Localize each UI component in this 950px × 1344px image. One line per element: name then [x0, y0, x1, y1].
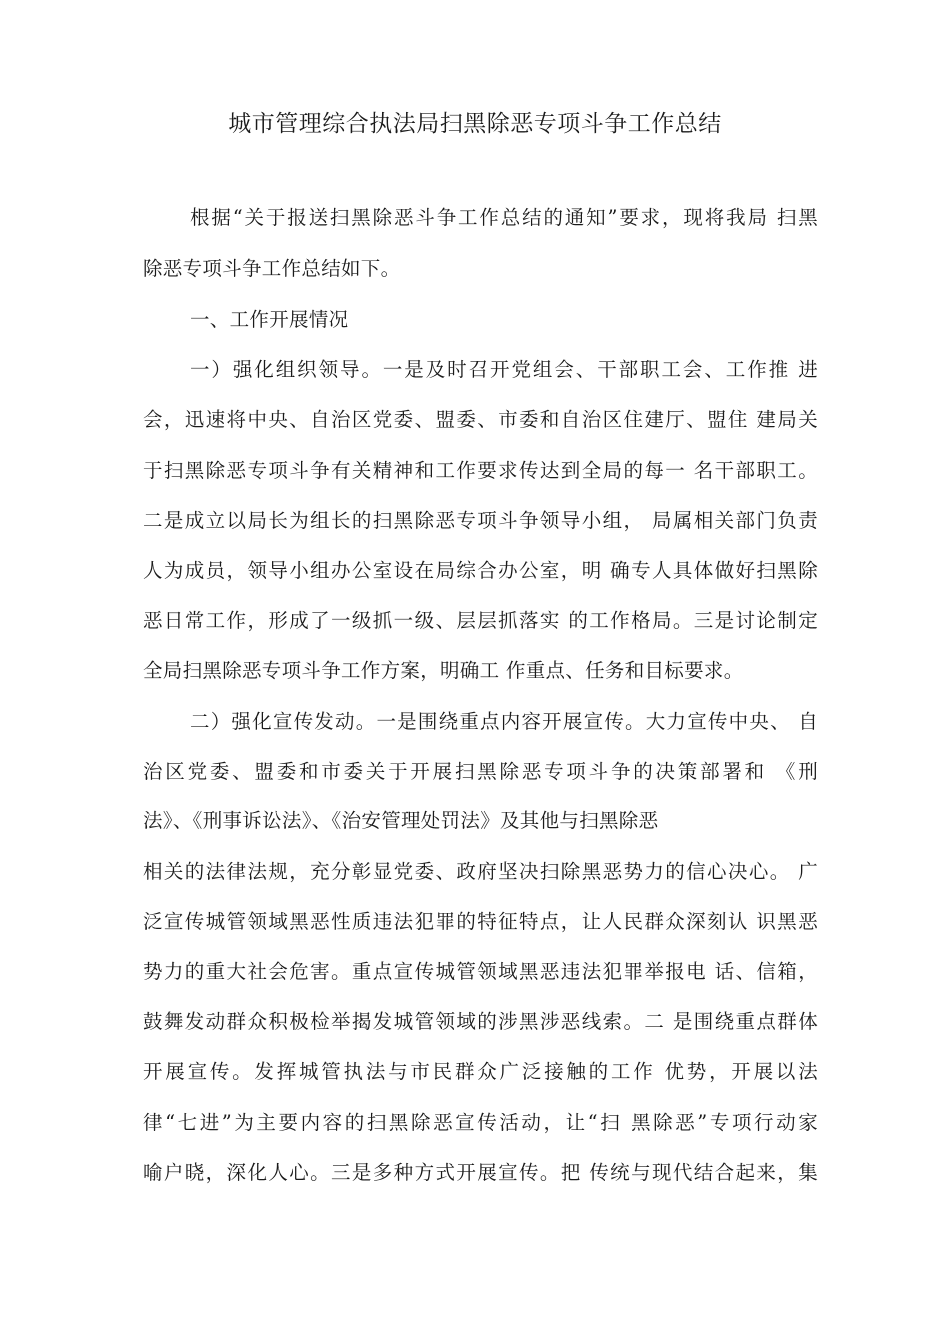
paragraph-line: 于扫黑除恶专项斗争有关精神和工作要求传达到全局的每一 名干部职工。	[143, 459, 818, 482]
paragraph-line: 相关的法律法规，充分彰显党委、政府坚决扫除黑恶势力的信心决心。 广	[143, 860, 818, 883]
paragraph-line: 开展宣传。发挥城管执法与市民群众广泛接触的工作 优势，开展以法	[143, 1060, 818, 1083]
paragraph-line: 二）强化宣传发动。一是围绕重点内容开展宣传。大力宣传中央、 自	[190, 710, 818, 733]
paragraph-line: 二是成立以局长为组长的扫黑除恶专项斗争领导小组， 局属相关部门负责	[143, 509, 818, 532]
paragraph-line: 除恶专项斗争工作总结如下。	[143, 257, 401, 280]
paragraph-line: 法》、《刑事诉讼法》、《治安管理处罚法》及其他与扫黑除恶	[143, 809, 659, 832]
paragraph-line: 根据“关于报送扫黑除恶斗争工作总结的通知”要求，现将我局 扫黑	[190, 206, 818, 229]
paragraph-line: 恶日常工作，形成了一级抓一级、层层抓落实 的工作格局。三是讨论制定	[143, 609, 818, 632]
paragraph-line: 一）强化组织领导。一是及时召开党组会、干部职工会、工作推 进	[190, 358, 818, 381]
paragraph-line: 鼓舞发动群众积极检举揭发城管领域的涉黑涉恶线索。二 是围绕重点群体	[143, 1010, 818, 1033]
paragraph-line: 人为成员，领导小组办公室设在局综合办公室，明 确专人具体做好扫黑除	[143, 559, 818, 582]
section-heading: 一、工作开展情况	[190, 308, 349, 331]
document-title: 城市管理综合执法局扫黑除恶专项斗争工作总结	[228, 111, 722, 137]
paragraph-line: 势力的重大社会危害。重点宣传城管领域黑恶违法犯罪举报电 话、信箱，	[143, 960, 818, 983]
paragraph-line: 泛宣传城管领域黑恶性质违法犯罪的特征特点，让人民群众深刻认 识黑恶	[143, 910, 818, 933]
paragraph-line: 治区党委、盟委和市委关于开展扫黑除恶专项斗争的决策部署和 《刑	[143, 760, 818, 783]
paragraph-line: 律“七进”为主要内容的扫黑除恶宣传活动，让“扫 黑除恶”专项行动家	[143, 1111, 818, 1134]
paragraph-line: 会，迅速将中央、自治区党委、盟委、市委和自治区住建厅、盟住 建局关	[143, 408, 818, 431]
paragraph-line: 全局扫黑除恶专项斗争工作方案，明确工 作重点、任务和目标要求。	[143, 659, 744, 682]
paragraph-line: 喻户晓，深化人心。三是多种方式开展宣传。把 传统与现代结合起来，集	[143, 1161, 818, 1184]
